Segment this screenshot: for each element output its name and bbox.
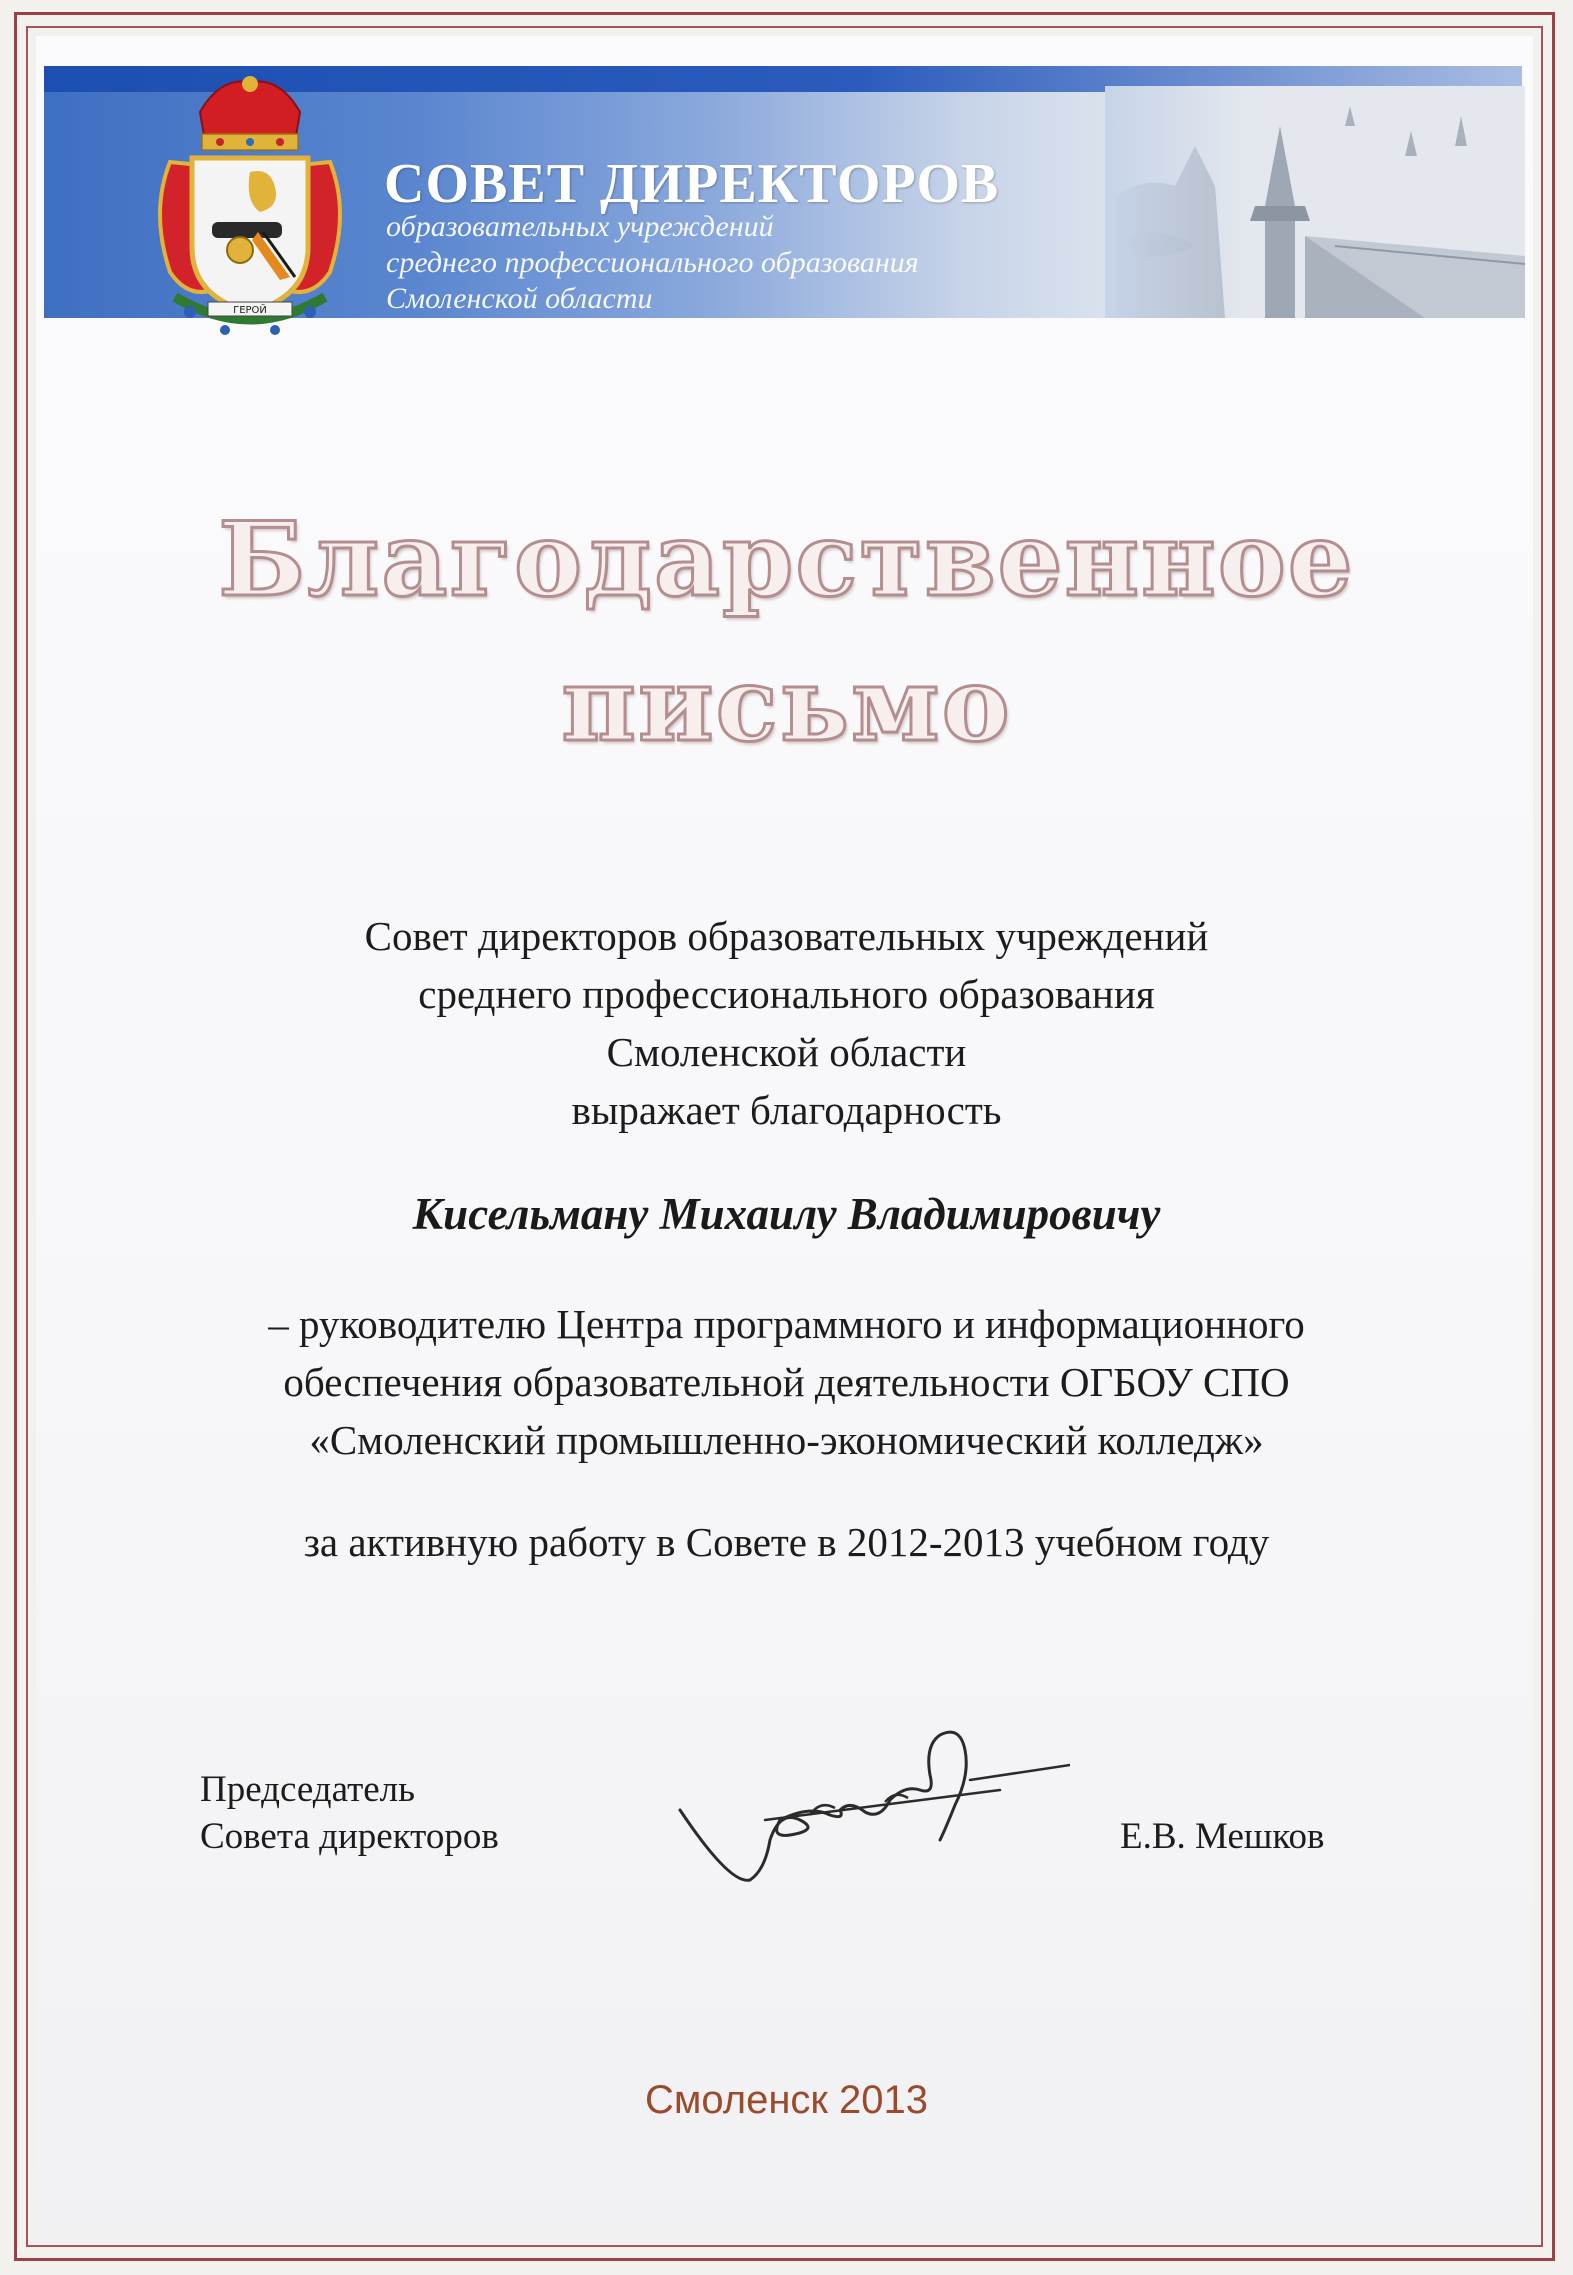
document-title-line-2: письмо: [561, 645, 1012, 765]
handwritten-signature-icon: [670, 1720, 1070, 1890]
signer-name: Е.В. Мешков: [1120, 1816, 1325, 1857]
council-subtitle-line-2: среднего профессионального образования: [386, 246, 919, 279]
document-title-line-1: Благодарственное: [218, 500, 1355, 620]
council-subtitle-line-1: образовательных учреждений: [386, 210, 774, 243]
body-line-2: среднего профессионального образования: [418, 971, 1155, 1017]
smolensk-coat-of-arms-icon: [130, 72, 370, 357]
position-line-3: «Смоленский промышленно-экономический колледж»: [309, 1417, 1264, 1463]
council-title: СОВЕТ ДИРЕКТОРОВ: [384, 153, 1000, 215]
certificate-paper: [36, 36, 1533, 2237]
footer-city-year: Смоленск 2013: [644, 2078, 929, 2122]
body-line-3: Смоленской области: [606, 1029, 967, 1075]
position-line-2: обеспечения образовательной деятельности ОГБОУ СПО: [283, 1359, 1290, 1405]
reason-line: за активную работу в Совете в 2012-2013 учебном году: [303, 1519, 1270, 1565]
signer-role-line-1: Председатель: [200, 1769, 416, 1810]
council-subtitle-line-3: Смоленской области: [386, 282, 653, 315]
body-line-1: Совет директоров образовательных учреждений: [364, 913, 1209, 959]
position-line-1: – руководителю Центра программного и информационного: [268, 1301, 1305, 1347]
body-line-4: выражает благодарность: [571, 1087, 1002, 1133]
kremlin-wall-sketch-icon: [1105, 86, 1525, 318]
recipient-name: Кисельману Михаилу Владимировичу: [412, 1189, 1161, 1239]
svg-text:ГЕРОЙ: ГЕРОЙ: [233, 305, 267, 316]
signer-role-line-2: Совета директоров: [200, 1816, 499, 1857]
